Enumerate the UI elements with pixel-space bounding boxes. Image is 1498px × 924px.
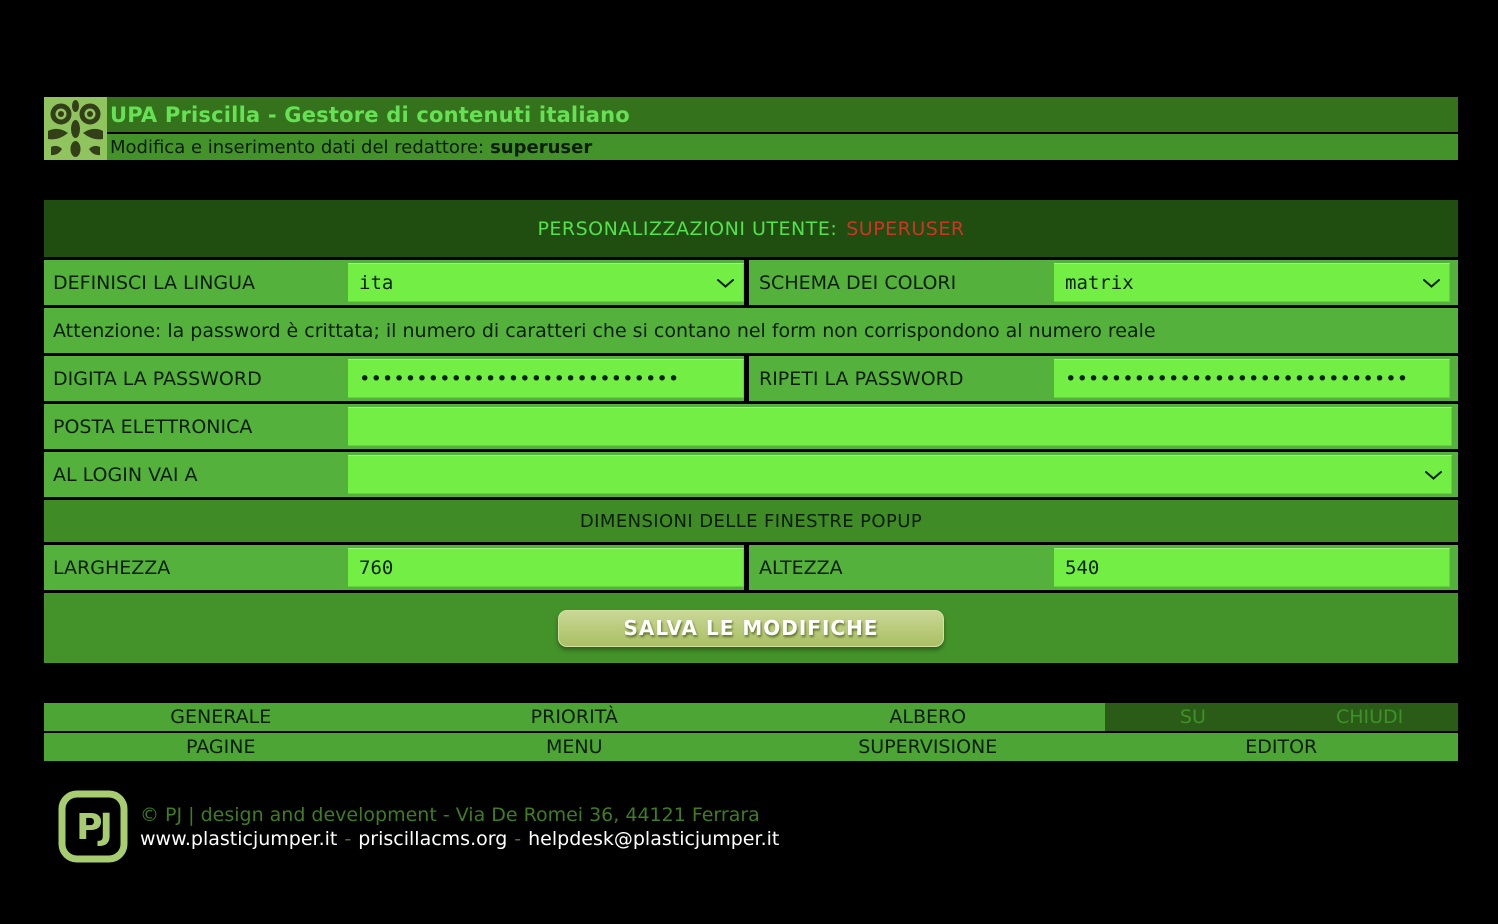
altezza-label: ALTEZZA <box>759 556 843 579</box>
lingua-value: ita <box>359 271 394 294</box>
footer-link-priscillacms[interactable]: priscillacms.org <box>358 827 508 850</box>
nav-item-albero[interactable]: ALBERO <box>751 703 1105 731</box>
svg-text:PJ: PJ <box>76 807 110 848</box>
app-title: UPA Priscilla - Gestore di contenuti italiano <box>110 102 630 127</box>
bottom-nav <box>44 703 1458 761</box>
colori-label: SCHEMA DEI COLORI <box>759 271 957 294</box>
pj-logo-icon <box>58 790 128 863</box>
subtitle-bar <box>44 134 1458 160</box>
footer-separator: - <box>514 827 522 850</box>
footer-separator: - <box>344 827 352 850</box>
lingua-label: DEFINISCI LA LINGUA <box>53 271 256 294</box>
row-lingua-colori <box>44 260 1458 305</box>
nav-row-1 <box>44 703 1458 731</box>
nav-item-pagine[interactable]: PAGINE <box>44 733 398 761</box>
footer-link-helpdesk[interactable]: helpdesk@plasticjumper.it <box>528 827 780 850</box>
row-email <box>44 404 1458 449</box>
save-button-row <box>44 593 1458 663</box>
nav-item-editor[interactable]: EDITOR <box>1105 733 1459 761</box>
footer-copyright: © PJ | design and development - Via De Romei 36, 44121 Ferrara <box>140 803 760 826</box>
lingua-select[interactable] <box>348 263 744 302</box>
colori-value: matrix <box>1065 271 1134 294</box>
chevron-down-icon <box>1423 279 1440 288</box>
login-target-select[interactable] <box>348 455 1452 494</box>
password-label: DIGITA LA PASSWORD <box>53 367 262 390</box>
password2-input[interactable] <box>1054 359 1450 398</box>
password-warning-text: Attenzione: la password è crittata; il numero di caratteri che si contano nel form non corrispondono al numero reale <box>53 319 1156 342</box>
login-target-label: AL LOGIN VAI A <box>53 463 198 486</box>
nav-item-chiudi[interactable]: CHIUDI <box>1335 706 1404 728</box>
email-label: POSTA ELETTRONICA <box>53 415 253 438</box>
chevron-down-icon <box>1425 471 1442 480</box>
nav-item-priorita[interactable]: PRIORITÀ <box>398 703 752 731</box>
subtitle-username: superuser <box>490 136 593 158</box>
larghezza-label: LARGHEZZA <box>53 556 171 579</box>
nav-row-2 <box>44 733 1458 761</box>
nav-dark-cell <box>1105 703 1459 731</box>
larghezza-input[interactable] <box>348 548 744 587</box>
row-popup-size <box>44 545 1458 590</box>
section-username: SUPERUSER <box>846 217 965 240</box>
save-button[interactable]: SALVA LE MODIFICHE <box>558 610 944 647</box>
email-input[interactable] <box>348 407 1452 446</box>
footer-text <box>140 803 779 851</box>
user-settings-form <box>44 200 1458 663</box>
section-header-popup: DIMENSIONI DELLE FINESTRE POPUP <box>44 500 1458 542</box>
priscilla-logo-svg <box>44 97 107 160</box>
row-passwords <box>44 356 1458 401</box>
header <box>44 97 1458 160</box>
section-title: PERSONALIZZAZIONI UTENTE: <box>537 217 838 240</box>
nav-item-generale[interactable]: GENERALE <box>44 703 398 731</box>
footer-link-plasticjumper[interactable]: www.plasticjumper.it <box>140 827 338 850</box>
nav-item-menu[interactable]: MENU <box>398 733 752 761</box>
colori-select[interactable] <box>1054 263 1450 302</box>
nav-item-supervisione[interactable]: SUPERVISIONE <box>751 733 1105 761</box>
section-header-personalizzazioni <box>44 200 1458 257</box>
altezza-input[interactable] <box>1054 548 1450 587</box>
password-input[interactable] <box>348 359 744 398</box>
password2-label: RIPETI LA PASSWORD <box>759 367 964 390</box>
priscilla-logo-icon <box>44 97 107 160</box>
nav-item-su[interactable]: SU <box>1179 706 1206 728</box>
row-login-target <box>44 452 1458 497</box>
row-password-warning <box>44 308 1458 353</box>
footer <box>44 790 1458 863</box>
chevron-down-icon <box>717 279 734 288</box>
subtitle-text: Modifica e inserimento dati del redattore: <box>110 136 485 158</box>
footer-links <box>140 827 779 851</box>
title-bar <box>44 97 1458 132</box>
